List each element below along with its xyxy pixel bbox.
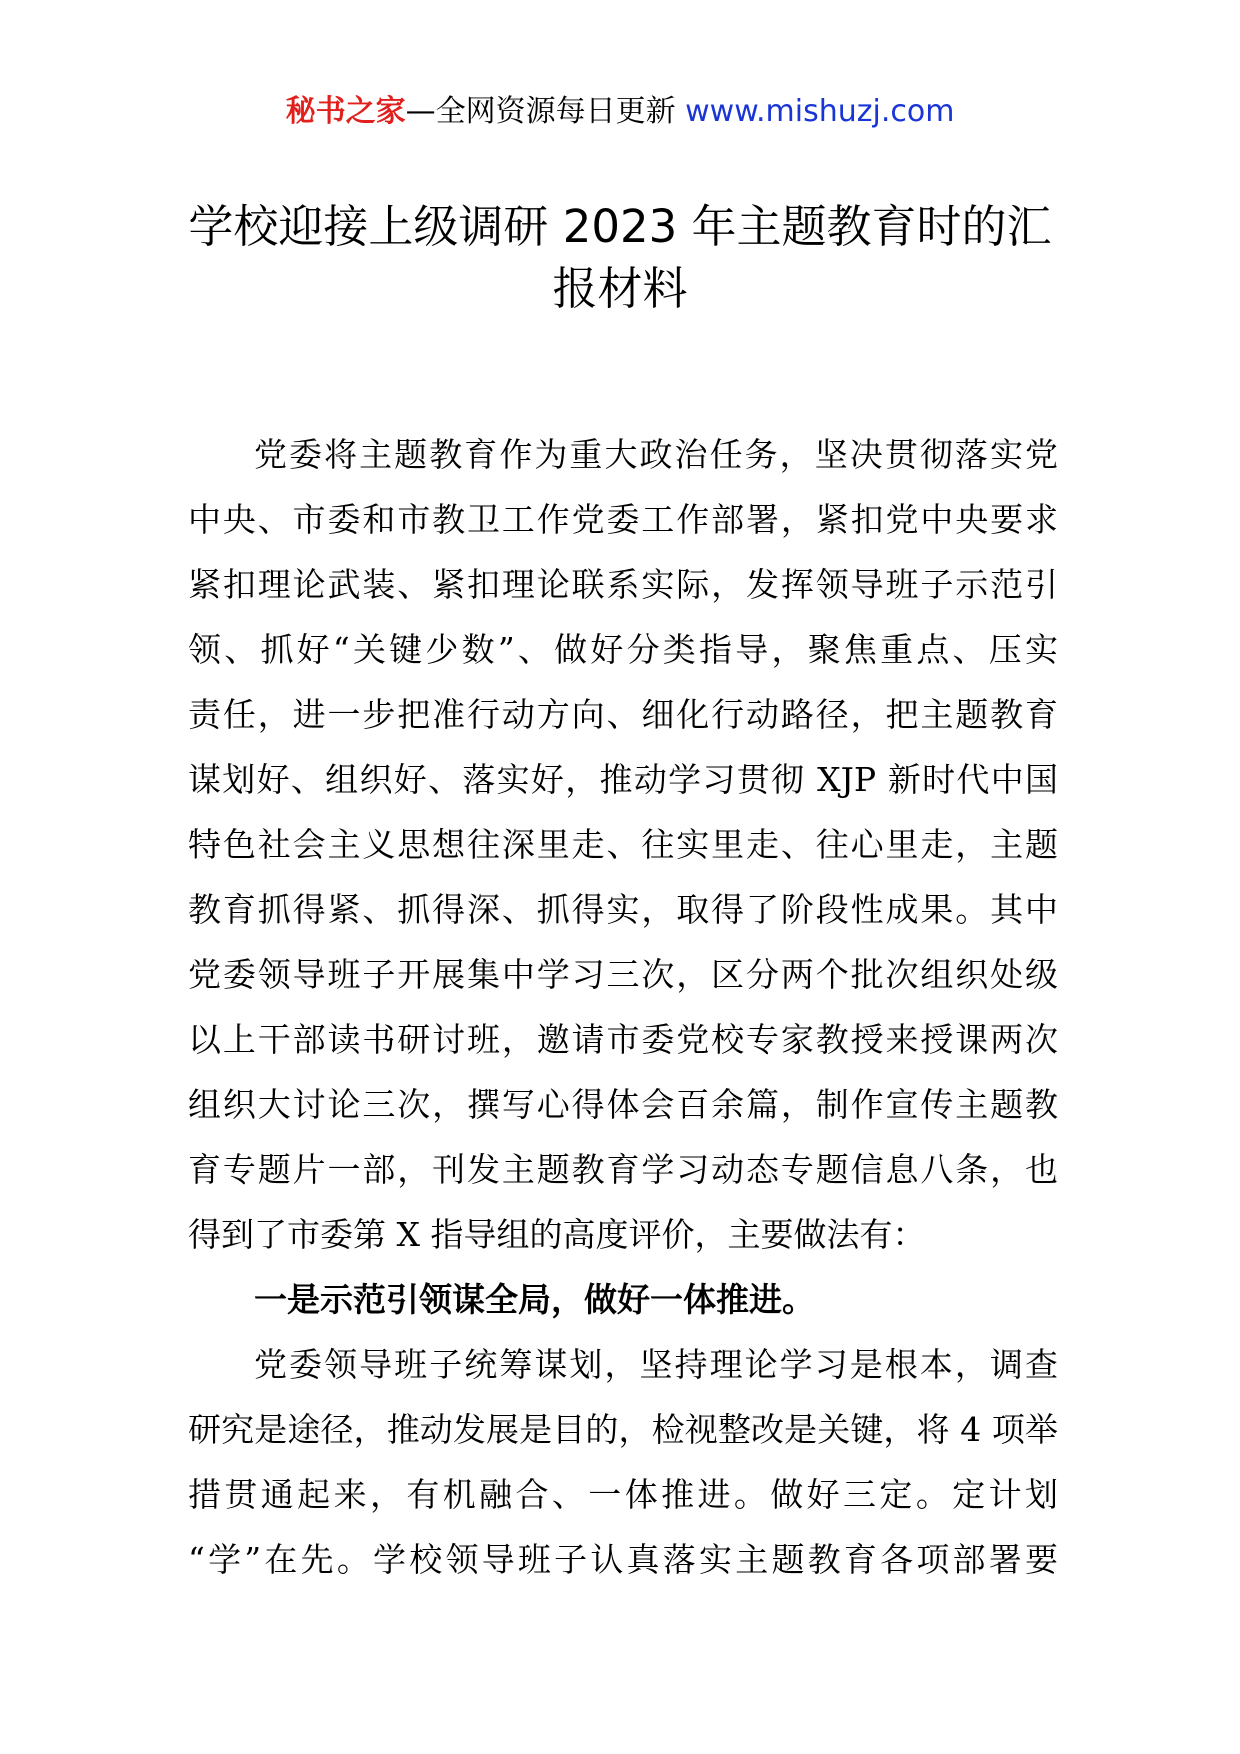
section-heading-text: 一是示范引领谋全局，做好一体推进。 xyxy=(254,1280,815,1319)
text-line: 党委领导班子开展集中学习三次，区分两个批次组织处级 xyxy=(188,955,1058,994)
text-line: 得到了市委第 X 指导组的高度评价，主要做法有： xyxy=(188,1215,926,1254)
text-line: 研究是途径，推动发展是目的，检视整改是关键，将 4 项举 xyxy=(188,1410,1058,1449)
text-line: 责任，进一步把准行动方向、细化行动路径，把主题教育 xyxy=(188,695,1058,734)
text-line: 党委将主题教育作为重大政治任务，坚决贯彻落实党 xyxy=(254,435,1058,474)
text-line: 育专题片一部，刊发主题教育学习动态专题信息八条，也 xyxy=(188,1150,1058,1189)
text-line: 教育抓得紧、抓得深、抓得实，取得了阶段性成果。其中 xyxy=(188,890,1058,929)
document-body xyxy=(188,422,1058,1592)
title-line: 学校迎接上级调研 2023 年主题教育时的汇 xyxy=(188,200,1052,253)
site-url-link[interactable]: www.mishuzj.com xyxy=(685,94,955,129)
paragraph-intro xyxy=(188,422,1058,1267)
text-line: 以上干部读书研讨班，邀请市委党校专家教授来授课两次 xyxy=(188,1020,1058,1059)
paragraph-section-1 xyxy=(188,1332,1058,1592)
text-line: 紧扣理论武装、紧扣理论联系实际，发挥领导班子示范引 xyxy=(188,565,1058,604)
text-line: 中央、市委和市教卫工作党委工作部署，紧扣党中央要求 xyxy=(188,500,1058,539)
text-line: 特色社会主义思想往深里走、往实里走、往心里走，主题 xyxy=(188,825,1058,864)
text-line: 党委领导班子统筹谋划，坚持理论学习是根本，调查 xyxy=(254,1345,1058,1384)
text-line: “学”在先。学校领导班子认真落实主题教育各项部署要 xyxy=(188,1540,1058,1579)
text-line: 措贯通起来，有机融合、一体推进。做好三定。定计划 xyxy=(188,1475,1058,1514)
document-title xyxy=(150,196,1090,320)
section-heading-1 xyxy=(188,1267,1058,1332)
site-brand: 秘书之家 xyxy=(285,94,406,129)
title-line: 报材料 xyxy=(552,262,688,315)
text-line: 领、抓好“关键少数”、做好分类指导，聚焦重点、压实 xyxy=(188,630,1058,669)
site-slogan: —全网资源每日更新 xyxy=(405,94,686,129)
text-line: 组织大讨论三次，撰写心得体会百余篇，制作宣传主题教 xyxy=(188,1085,1058,1124)
text-line: 谋划好、组织好、落实好，推动学习贯彻 XJP 新时代中国 xyxy=(188,760,1058,799)
site-header xyxy=(0,92,1240,132)
